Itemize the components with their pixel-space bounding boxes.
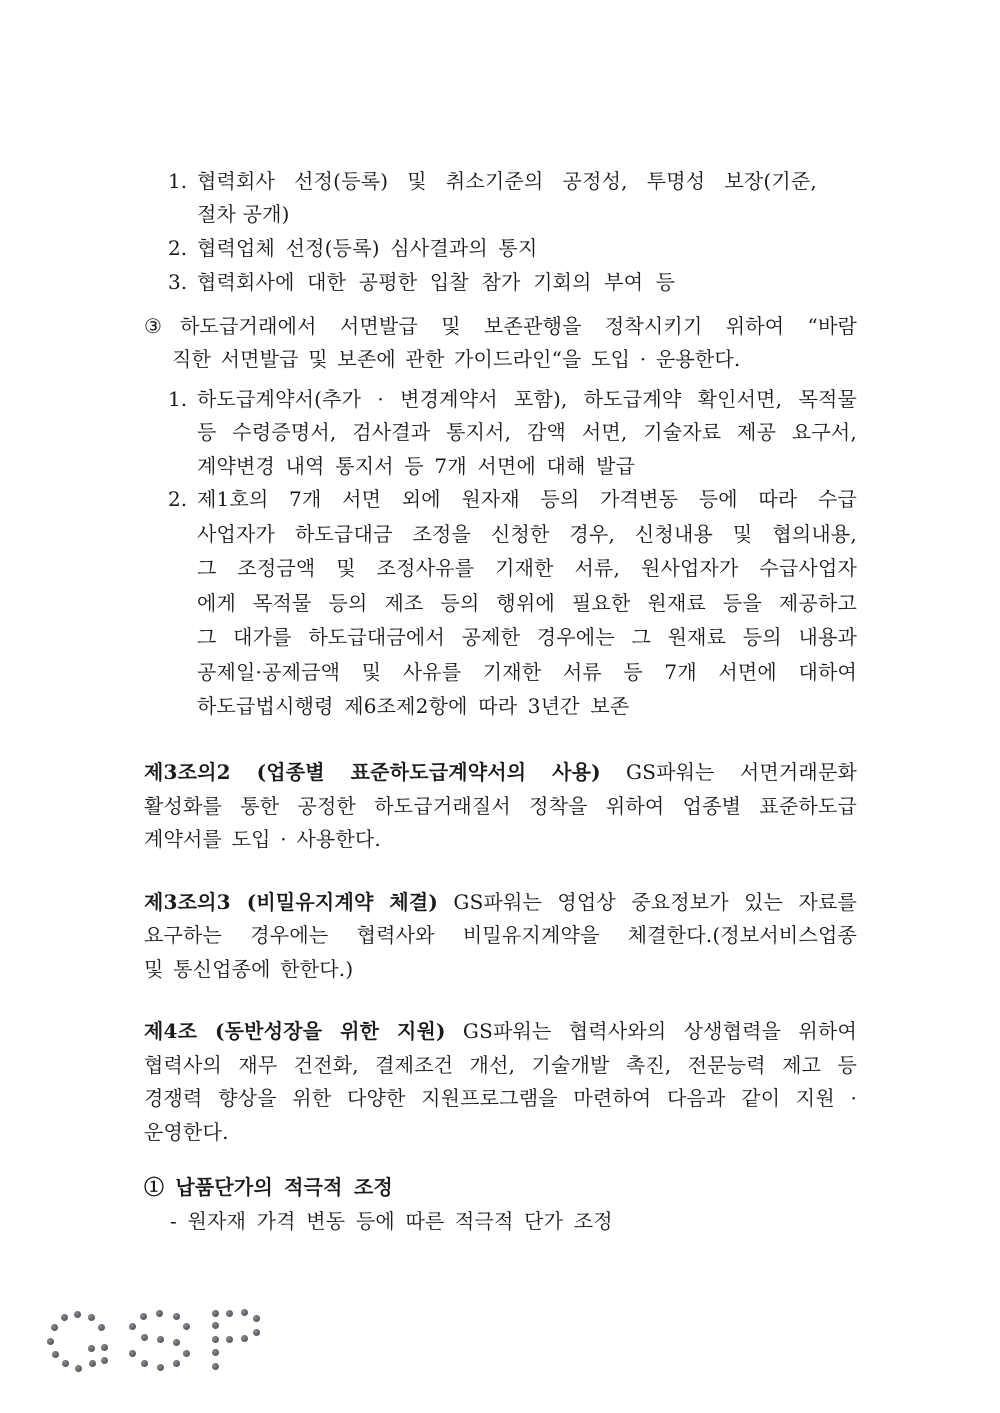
- list-item-text: 에게 목적물 등의 제조 등의 행위에 필요한 원재료 등을 제공하고: [197, 591, 857, 615]
- subsection-marker: ①: [144, 1175, 165, 1199]
- list-number: 3.: [168, 270, 188, 294]
- article-text: GS파워는 영업상 중요정보가 있는 자료를: [453, 890, 857, 914]
- list-item-text: 제1호의 7개 서면 외에 원자재 등의 가격변동 등에 따라 수급: [197, 487, 857, 511]
- list-item-text: 그 대가를 하도급대금에서 공제한 경우에는 그 원재료 등의 내용과: [197, 625, 857, 649]
- list-item-text: 협력업체 선정(등록) 심사결과의 통지: [197, 236, 538, 260]
- list-item-text: 협력회사에 대한 공평한 입찰 참가 기회의 부여 등: [197, 270, 676, 294]
- list-item-text: 사업자가 하도급대금 조정을 신청한 경우, 신청내용 및 협의내용,: [197, 522, 857, 546]
- clause-marker: ③: [144, 314, 162, 338]
- article-title: 제3조의3 (비밀유지계약 체결): [144, 890, 439, 914]
- list-item-text: 하도급계약서(추가 · 변경계약서 포함), 하도급계약 확인서면, 목적물: [197, 387, 857, 411]
- clause-text: 직한 서면발급 및 보존에 관한 가이드라인“을 도입 · 운용한다.: [172, 347, 741, 371]
- list-number: 2.: [168, 236, 188, 260]
- clause-text: 하도급거래에서 서면발급 및 보존관행을 정착시키기 위하여 “바람: [180, 314, 857, 338]
- article-title: 제3조의2 (업종별 표준하도급계약서의 사용): [144, 760, 601, 784]
- gsp-dotted-logo: [0, 0, 300, 1413]
- article-text: GS파워는 서면거래문화: [626, 760, 857, 784]
- list-number: 1.: [168, 387, 188, 411]
- list-item-text: 계약변경 내역 통지서 등 7개 서면에 대해 발급: [197, 454, 636, 478]
- subsection-title: 납품단가의 적극적 조정: [175, 1175, 393, 1199]
- article-text: 협력사의 재무 건전화, 결제조건 개선, 기술개발 촉진, 전문능력 제고 등: [144, 1053, 857, 1077]
- article-text: 경쟁력 향상을 위한 다양한 지원프로그램을 마련하여 다음과 같이 지원 ·: [144, 1086, 857, 1110]
- article-text: 및 통신업종에 한한다.): [144, 957, 354, 981]
- list-item-text: 그 조정금액 및 조정사유를 기재한 서류, 원사업자가 수급사업자: [197, 556, 857, 580]
- list-item-text: 절차 공개): [197, 202, 290, 226]
- article-text: 활성화를 통한 공정한 하도급거래질서 정착을 위하여 업종별 표준하도급: [144, 794, 857, 818]
- list-item-text: 하도급법시행령 제6조제2항에 따라 3년간 보존: [197, 694, 630, 718]
- article-text: 계약서를 도입 · 사용한다.: [144, 827, 381, 851]
- article-title: 제4조 (동반성장을 위한 지원): [144, 1019, 446, 1043]
- list-item-text: 공제일·공제금액 및 사유를 기재한 서류 등 7개 서면에 대하여: [197, 660, 857, 684]
- list-item-text: 등 수령증명서, 검사결과 통지서, 감액 서면, 기술자료 제공 요구서,: [197, 420, 857, 444]
- article-text: 요구하는 경우에는 협력사와 비밀유지계약을 체결한다.(정보서비스업종: [144, 923, 857, 947]
- list-number: 2.: [168, 487, 188, 511]
- bullet-dash: -: [170, 1209, 177, 1233]
- article-text: GS파워는 협력사와의 상생협력을 위하여: [462, 1019, 857, 1043]
- list-item-text: 협력회사 선정(등록) 및 취소기준의 공정성, 투명성 보장(기준,: [197, 169, 817, 193]
- list-number: 1.: [168, 169, 188, 193]
- bullet-text: 원자재 가격 변동 등에 따른 적극적 단가 조정: [187, 1209, 613, 1233]
- article-text: 운영한다.: [144, 1120, 229, 1144]
